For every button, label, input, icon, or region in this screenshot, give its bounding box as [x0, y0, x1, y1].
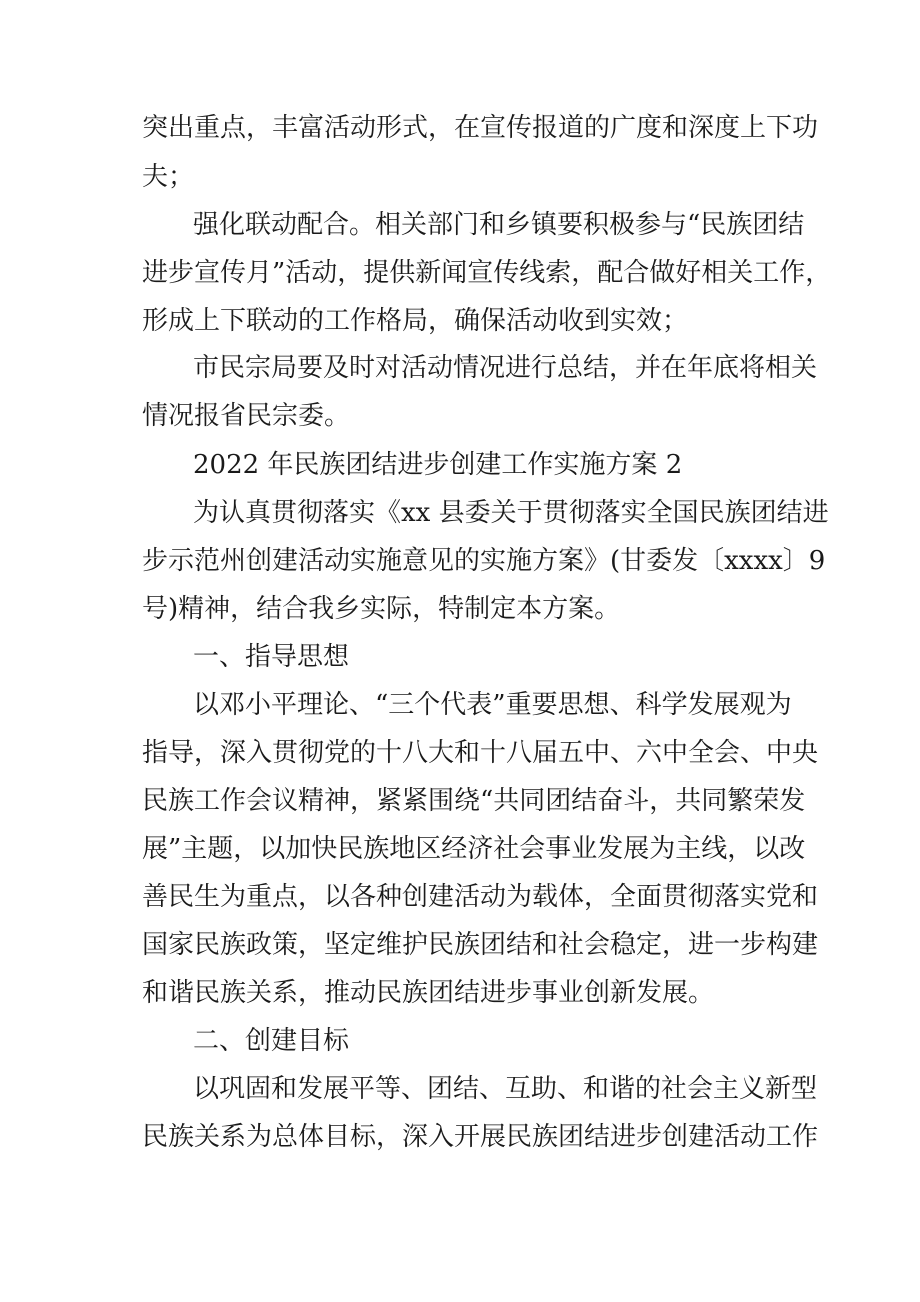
text-line: 指导，深入贯彻党的十八大和十八届五中、六中全会、中央	[142, 738, 819, 768]
text-line: 突出重点，丰富活动形式，在宣传报道的广度和深度上下功	[142, 113, 819, 143]
section-heading-2: 二、创建目标	[193, 1026, 350, 1056]
text-line: 民族工作会议精神，紧紧围绕“共同团结奋斗，共同繁荣发	[142, 786, 806, 816]
text-line: 和谐民族关系，推动民族团结进步事业创新发展。	[142, 978, 715, 1008]
paragraph-first-line: 为认真贯彻落实《xx 县委关于贯彻落实全国民族团结进	[193, 498, 829, 528]
text-line: 步示范州创建活动实施意见的实施方案》(甘委发〔xxxx〕9	[142, 546, 826, 576]
text-line: 情况报省民宗委。	[142, 401, 351, 431]
text-line: 民族关系为总体目标，深入开展民族团结进步创建活动工作	[142, 1122, 819, 1152]
text-line: 善民生为重点，以各种创建活动为载体，全面贯彻落实党和	[142, 882, 819, 912]
section-heading-1: 一、指导思想	[193, 642, 350, 672]
text-line: 进步宣传月”活动，提供新闻宣传线索，配合做好相关工作，	[142, 258, 832, 288]
text-line: 展”主题，以加快民族地区经济社会事业发展为主线，以改	[142, 834, 806, 864]
paragraph-first-line: 强化联动配合。相关部门和乡镇要积极参与“民族团结	[193, 210, 805, 240]
paragraph-first-line: 以邓小平理论、“三个代表”重要思想、科学发展观为	[193, 690, 792, 720]
text-line: 夫；	[142, 162, 195, 192]
section-title: 2022 年民族团结进步创建工作实施方案 2	[193, 450, 683, 480]
text-line: 形成上下联动的工作格局，确保活动收到实效；	[142, 306, 689, 336]
paragraph-first-line: 以巩固和发展平等、团结、互助、和谐的社会主义新型	[193, 1074, 818, 1104]
paragraph-first-line: 市民宗局要及时对活动情况进行总结，并在年底将相关	[193, 353, 818, 383]
text-line: 国家民族政策，坚定维护民族团结和社会稳定，进一步构建	[142, 930, 819, 960]
text-line: 号)精神，结合我乡实际，特制定本方案。	[142, 594, 621, 624]
